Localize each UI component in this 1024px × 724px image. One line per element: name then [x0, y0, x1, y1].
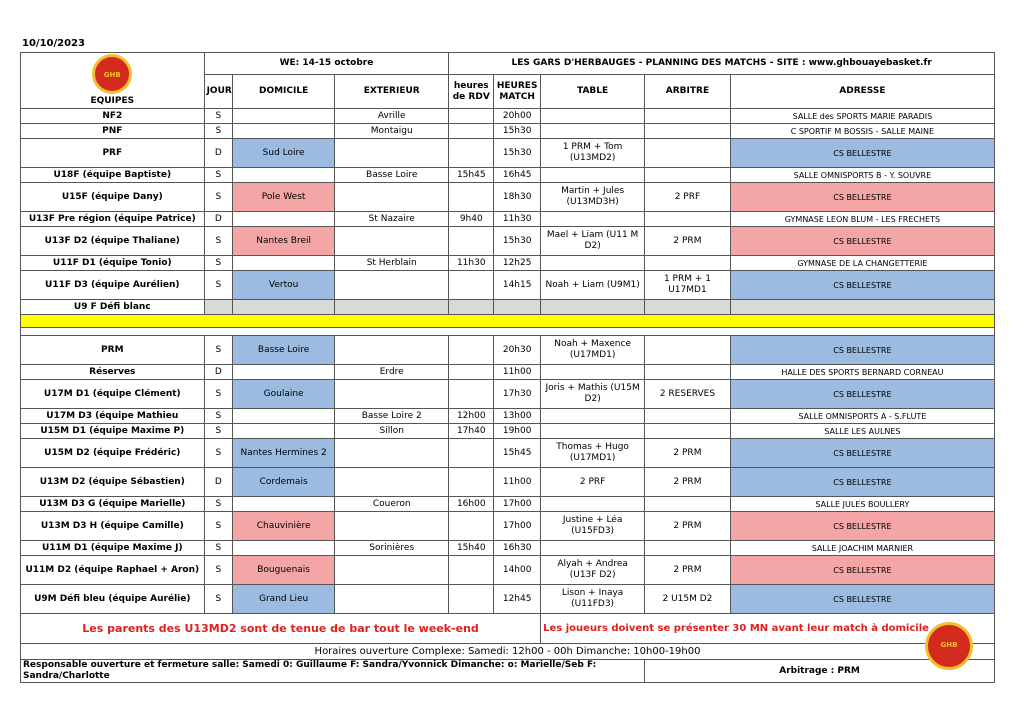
- day-cell: D: [204, 365, 233, 380]
- address-cell: CS BELLESTRE: [730, 336, 994, 365]
- rdv-cell: [449, 271, 494, 300]
- table-duty-cell: [541, 424, 645, 439]
- day-cell: S: [204, 556, 233, 585]
- referee-cell: 1 PRM + 1 U17MD1: [645, 271, 731, 300]
- footer-hours-row: [21, 644, 995, 660]
- team-cell: U17M D3 (équipe Mathieu: [21, 409, 205, 424]
- day-cell: S: [204, 585, 233, 614]
- team-cell: U9M Défi bleu (équipe Aurélie): [21, 585, 205, 614]
- players-note: Les joueurs doivent se présenter 30 MN avant leur match à domicile: [541, 614, 995, 644]
- match-planning-table: [20, 52, 995, 683]
- table-duty-cell: [541, 497, 645, 512]
- away-cell: Montaigu: [335, 124, 449, 139]
- rdv-cell: [449, 468, 494, 497]
- rdv-cell: 16h00: [449, 497, 494, 512]
- rdv-cell: 15h45: [449, 168, 494, 183]
- club-logo-cell: [21, 53, 205, 109]
- table-row: [21, 124, 995, 139]
- rdv-cell: [449, 124, 494, 139]
- rdv-cell: [449, 300, 494, 315]
- table-duty-cell: [541, 365, 645, 380]
- spacer-cell: [21, 328, 995, 336]
- away-cell: [335, 139, 449, 168]
- table-row: [21, 439, 995, 468]
- separator-row: [21, 315, 995, 328]
- table-duty-cell: [541, 124, 645, 139]
- referee-cell: [645, 168, 731, 183]
- rdv-cell: [449, 227, 494, 256]
- referee-cell: 2 PRM: [645, 439, 731, 468]
- table-row: [21, 183, 995, 212]
- address-cell: CS BELLESTRE: [730, 271, 994, 300]
- table-row: [21, 424, 995, 439]
- address-cell: C SPORTIF M BOSSIS - SALLE MAINE: [730, 124, 994, 139]
- match-time-cell: 12h25: [494, 256, 541, 271]
- referee-cell: 2 PRM: [645, 227, 731, 256]
- day-cell: S: [204, 439, 233, 468]
- yellow-separator: [21, 315, 995, 328]
- day-cell: S: [204, 409, 233, 424]
- day-cell: S: [204, 541, 233, 556]
- home-cell: Cordemais: [233, 468, 335, 497]
- home-cell: Pole West: [233, 183, 335, 212]
- col-header-match: HEURES MATCH: [494, 75, 541, 109]
- team-cell: U11M D1 (équipe Maxime J): [21, 541, 205, 556]
- home-cell: Basse Loire: [233, 336, 335, 365]
- table-row: [21, 336, 995, 365]
- team-cell: U13M D2 (équipe Sébastien): [21, 468, 205, 497]
- team-cell: U11F D1 (équipe Tonio): [21, 256, 205, 271]
- home-cell: Vertou: [233, 271, 335, 300]
- rdv-cell: [449, 380, 494, 409]
- match-time-cell: 15h45: [494, 439, 541, 468]
- referee-cell: [645, 256, 731, 271]
- team-cell: PRF: [21, 139, 205, 168]
- address-cell: CS BELLESTRE: [730, 468, 994, 497]
- table-row: [21, 497, 995, 512]
- team-cell: U17M D1 (équipe Clément): [21, 380, 205, 409]
- away-cell: Basse Loire 2: [335, 409, 449, 424]
- table-duty-cell: [541, 256, 645, 271]
- match-time-cell: 15h30: [494, 227, 541, 256]
- match-time-cell: 20h00: [494, 109, 541, 124]
- table-row: [21, 227, 995, 256]
- referee-cell: 2 U15M D2: [645, 585, 731, 614]
- match-time-cell: 17h00: [494, 497, 541, 512]
- match-time-cell: 15h30: [494, 139, 541, 168]
- table-duty-cell: Thomas + Hugo (U17MD1): [541, 439, 645, 468]
- address-cell: GYMNASE DE LA CHANGETTERIE: [730, 256, 994, 271]
- match-time-cell: 14h15: [494, 271, 541, 300]
- day-cell: D: [204, 139, 233, 168]
- team-cell: U15M D2 (équipe Frédéric): [21, 439, 205, 468]
- match-time-cell: 17h30: [494, 380, 541, 409]
- table-duty-cell: [541, 168, 645, 183]
- match-time-cell: 11h30: [494, 212, 541, 227]
- home-cell: [233, 541, 335, 556]
- address-cell: CS BELLESTRE: [730, 556, 994, 585]
- day-cell: S: [204, 512, 233, 541]
- referee-cell: [645, 300, 731, 315]
- col-header-jour: JOUR: [204, 75, 233, 109]
- document-date: 10/10/2023: [22, 38, 85, 49]
- day-cell: S: [204, 109, 233, 124]
- footer-notes-row: [21, 614, 995, 644]
- away-cell: Erdre: [335, 365, 449, 380]
- referee-cell: 2 RESERVES: [645, 380, 731, 409]
- rdv-cell: [449, 365, 494, 380]
- day-cell: S: [204, 256, 233, 271]
- team-cell: Réserves: [21, 365, 205, 380]
- away-cell: Basse Loire: [335, 168, 449, 183]
- team-cell: PRM: [21, 336, 205, 365]
- home-cell: Grand Lieu: [233, 585, 335, 614]
- team-cell: U18F (équipe Baptiste): [21, 168, 205, 183]
- away-cell: [335, 468, 449, 497]
- home-cell: [233, 109, 335, 124]
- match-time-cell: 11h00: [494, 468, 541, 497]
- rdv-cell: [449, 439, 494, 468]
- opening-hours: Horaires ouverture Complexe: Samedi: 12h00 - 00h Dimanche: 10h00-19h00: [21, 644, 995, 660]
- team-cell: U13M D3 G (équipe Marielle): [21, 497, 205, 512]
- match-time-cell: 12h45: [494, 585, 541, 614]
- team-cell: U11M D2 (équipe Raphael + Aron): [21, 556, 205, 585]
- address-cell: SALLE JULES BOULLERY: [730, 497, 994, 512]
- home-cell: Nantes Hermines 2: [233, 439, 335, 468]
- match-time-cell: 18h30: [494, 183, 541, 212]
- table-row: [21, 468, 995, 497]
- match-time-cell: 20h30: [494, 336, 541, 365]
- home-cell: Sud Loire: [233, 139, 335, 168]
- day-cell: S: [204, 227, 233, 256]
- home-cell: [233, 409, 335, 424]
- planning-title: LES GARS D'HERBAUGES - PLANNING DES MATCHS - SITE : www.ghbouayebasket.fr: [449, 53, 995, 75]
- home-cell: Chauvinière: [233, 512, 335, 541]
- day-cell: S: [204, 380, 233, 409]
- day-cell: S: [204, 168, 233, 183]
- home-cell: [233, 124, 335, 139]
- table-duty-cell: Joris + Mathis (U15M D2): [541, 380, 645, 409]
- address-cell: [730, 300, 994, 315]
- table-row: [21, 212, 995, 227]
- home-cell: [233, 365, 335, 380]
- rdv-cell: [449, 183, 494, 212]
- referee-cell: [645, 424, 731, 439]
- team-cell: U13F Pre région (équipe Patrice): [21, 212, 205, 227]
- address-cell: SALLE LES AULNES: [730, 424, 994, 439]
- club-logo-footer: GHB: [925, 622, 973, 670]
- team-cell: U11F D3 (équipe Aurélien): [21, 271, 205, 300]
- rdv-cell: [449, 109, 494, 124]
- table-duty-cell: [541, 300, 645, 315]
- away-cell: [335, 585, 449, 614]
- away-cell: Sorinières: [335, 541, 449, 556]
- team-cell: PNF: [21, 124, 205, 139]
- rdv-cell: [449, 336, 494, 365]
- referee-cell: [645, 139, 731, 168]
- table-duty-cell: Noah + Liam (U9M1): [541, 271, 645, 300]
- table-duty-cell: Noah + Maxence (U17MD1): [541, 336, 645, 365]
- match-time-cell: 16h30: [494, 541, 541, 556]
- away-cell: [335, 380, 449, 409]
- parents-note: Les parents des U13MD2 sont de tenue de bar tout le week-end: [21, 614, 541, 644]
- day-cell: S: [204, 183, 233, 212]
- away-cell: Coueron: [335, 497, 449, 512]
- away-cell: [335, 512, 449, 541]
- table-duty-cell: [541, 409, 645, 424]
- away-cell: St Herblain: [335, 256, 449, 271]
- col-header-table: TABLE: [541, 75, 645, 109]
- table-row: [21, 541, 995, 556]
- table-row: [21, 300, 995, 315]
- away-cell: [335, 439, 449, 468]
- table-row: [21, 109, 995, 124]
- referee-cell: [645, 109, 731, 124]
- rdv-cell: [449, 585, 494, 614]
- away-cell: [335, 227, 449, 256]
- responsible-note: Responsable ouverture et fermeture salle: Samedi 0: Guillaume F: Sandra/Yvonnick Dimanche: o: Marielle/Seb F: Sandra/Charlotte: [21, 660, 645, 683]
- match-time-cell: 19h00: [494, 424, 541, 439]
- day-cell: S: [204, 336, 233, 365]
- match-time-cell: 11h00: [494, 365, 541, 380]
- table-row: [21, 139, 995, 168]
- away-cell: [335, 271, 449, 300]
- match-time-cell: 14h00: [494, 556, 541, 585]
- table-duty-cell: 1 PRM + Tom (U13MD2): [541, 139, 645, 168]
- rdv-cell: 12h00: [449, 409, 494, 424]
- referee-cell: 2 PRM: [645, 512, 731, 541]
- match-time-cell: 17h00: [494, 512, 541, 541]
- table-duty-cell: Lison + Inaya (U11FD3): [541, 585, 645, 614]
- col-header-equipes: EQUIPES: [90, 96, 135, 106]
- team-cell: U9 F Défi blanc: [21, 300, 205, 315]
- referee-cell: [645, 497, 731, 512]
- table-duty-cell: [541, 109, 645, 124]
- spacer-row: [21, 328, 995, 336]
- referee-cell: [645, 409, 731, 424]
- table-row: [21, 556, 995, 585]
- away-cell: [335, 336, 449, 365]
- table-row: [21, 409, 995, 424]
- referee-cell: [645, 336, 731, 365]
- table-row: [21, 512, 995, 541]
- table-row: [21, 271, 995, 300]
- rdv-cell: [449, 512, 494, 541]
- match-time-cell: 15h30: [494, 124, 541, 139]
- referee-cell: [645, 212, 731, 227]
- home-cell: [233, 497, 335, 512]
- address-cell: CS BELLESTRE: [730, 227, 994, 256]
- home-cell: Bouguenais: [233, 556, 335, 585]
- address-cell: CS BELLESTRE: [730, 585, 994, 614]
- referee-cell: 2 PRF: [645, 183, 731, 212]
- home-cell: Goulaine: [233, 380, 335, 409]
- away-cell: [335, 183, 449, 212]
- away-cell: Avrille: [335, 109, 449, 124]
- referee-cell: 2 PRM: [645, 468, 731, 497]
- day-cell: S: [204, 497, 233, 512]
- team-cell: U15M D1 (équipe Maxime P): [21, 424, 205, 439]
- away-cell: [335, 300, 449, 315]
- team-cell: U15F (équipe Dany): [21, 183, 205, 212]
- table-row: [21, 380, 995, 409]
- match-time-cell: 13h00: [494, 409, 541, 424]
- table-duty-cell: Alyah + Andrea (U13F D2): [541, 556, 645, 585]
- home-cell: [233, 256, 335, 271]
- home-cell: [233, 168, 335, 183]
- team-cell: U13M D3 H (équipe Camille): [21, 512, 205, 541]
- table-duty-cell: Mael + Liam (U11 M D2): [541, 227, 645, 256]
- team-cell: U13F D2 (équipe Thaliane): [21, 227, 205, 256]
- address-cell: HALLE DES SPORTS BERNARD CORNEAU: [730, 365, 994, 380]
- col-header-arbitre: ARBITRE: [645, 75, 731, 109]
- referee-cell: [645, 365, 731, 380]
- day-cell: S: [204, 124, 233, 139]
- home-cell: Nantes Breil: [233, 227, 335, 256]
- referee-cell: [645, 124, 731, 139]
- table-duty-cell: Martin + Jules (U13MD3H): [541, 183, 645, 212]
- referee-cell: 2 PRM: [645, 556, 731, 585]
- match-time-cell: [494, 300, 541, 315]
- club-logo: GHB: [92, 54, 132, 94]
- table-duty-cell: Justine + Léa (U15FD3): [541, 512, 645, 541]
- address-cell: SALLE JOACHIM MARNIER: [730, 541, 994, 556]
- rdv-cell: [449, 139, 494, 168]
- address-cell: SALLE OMNISPORTS A - S.FLUTE: [730, 409, 994, 424]
- away-cell: St Nazaire: [335, 212, 449, 227]
- address-cell: CS BELLESTRE: [730, 380, 994, 409]
- rdv-cell: 17h40: [449, 424, 494, 439]
- referee-cell: [645, 541, 731, 556]
- table-duty-cell: 2 PRF: [541, 468, 645, 497]
- address-cell: CS BELLESTRE: [730, 139, 994, 168]
- match-time-cell: 16h45: [494, 168, 541, 183]
- arbitrage-note: Arbitrage : PRM: [645, 660, 995, 683]
- col-header-rdv: heures de RDV: [449, 75, 494, 109]
- away-cell: [335, 556, 449, 585]
- day-cell: D: [204, 468, 233, 497]
- table-row: [21, 365, 995, 380]
- address-cell: CS BELLESTRE: [730, 512, 994, 541]
- rdv-cell: 11h30: [449, 256, 494, 271]
- rdv-cell: 15h40: [449, 541, 494, 556]
- address-cell: CS BELLESTRE: [730, 439, 994, 468]
- footer-responsible-row: [21, 660, 995, 683]
- col-header-adresse: ADRESSE: [730, 75, 994, 109]
- day-cell: S: [204, 424, 233, 439]
- day-cell: D: [204, 212, 233, 227]
- table-row: [21, 168, 995, 183]
- table-row: [21, 256, 995, 271]
- home-cell: [233, 424, 335, 439]
- home-cell: [233, 300, 335, 315]
- day-cell: S: [204, 271, 233, 300]
- weekend-label: WE: 14-15 octobre: [204, 53, 449, 75]
- day-cell: [204, 300, 233, 315]
- address-cell: SALLE des SPORTS MARIE PARADIS: [730, 109, 994, 124]
- team-cell: NF2: [21, 109, 205, 124]
- table-duty-cell: [541, 212, 645, 227]
- table-duty-cell: [541, 541, 645, 556]
- col-header-domicile: DOMICILE: [233, 75, 335, 109]
- table-row: [21, 585, 995, 614]
- address-cell: GYMNASE LEON BLUM - LES FRECHETS: [730, 212, 994, 227]
- rdv-cell: 9h40: [449, 212, 494, 227]
- away-cell: Sillon: [335, 424, 449, 439]
- col-header-exterieur: EXTERIEUR: [335, 75, 449, 109]
- address-cell: CS BELLESTRE: [730, 183, 994, 212]
- address-cell: SALLE OMNISPORTS B - Y. SOUVRE: [730, 168, 994, 183]
- rdv-cell: [449, 556, 494, 585]
- home-cell: [233, 212, 335, 227]
